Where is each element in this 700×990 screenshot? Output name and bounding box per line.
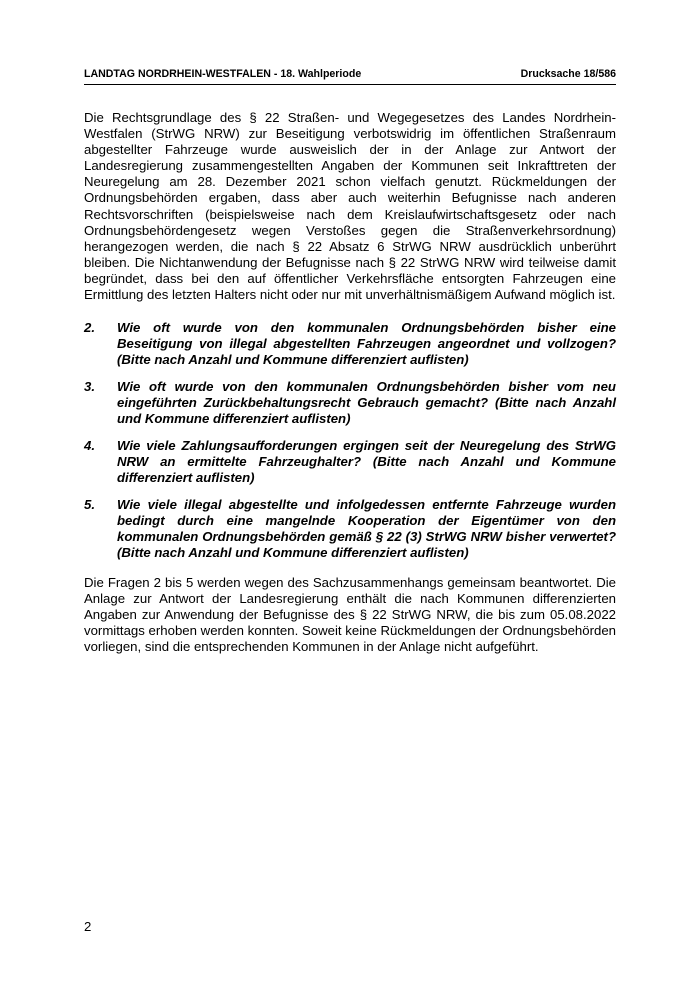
question-number: 2. — [84, 320, 95, 335]
page-number: 2 — [84, 919, 92, 934]
question-text: Wie viele illegal abgestellte und infolgedessen entfernte Fahrzeuge wurden bedingt durch eine mangelnde Kooperation der Eigentümer von den kommunalen Ordnungsbehörden gemäß § 22 (3) StrWG NRW bisher verwertet? (Bitte nach Anzahl und Kommune differenziert auflisten) — [117, 497, 616, 561]
page-header — [84, 66, 616, 85]
question-text: Wie oft wurde von den kommunalen Ordnungsbehörden bisher vom neu eingeführten Zurückbehaltungsrecht Gebrauch gemacht? (Bitte nach Anzahl und Kommune differenziert auflisten) — [117, 379, 616, 427]
question-number: 5. — [84, 497, 95, 512]
question-text: Wie viele Zahlungsaufforderungen ergingen seit der Neuregelung des StrWG NRW an ermittelte Fahrzeughalter? (Bitte nach Anzahl und Kommune differenziert auflisten) — [117, 438, 616, 486]
question-number: 3. — [84, 379, 95, 394]
body-paragraph-legal-basis: Die Rechtsgrundlage des § 22 Straßen- und Wegegesetzes des Landes Nordrhein-Westfalen (StrWG NRW) zur Beseitigung verbotswidrig im öffentlichen Straßenraum abgestellter Fahrzeuge wurde ausweislich der in der Anlage zur Antwort der Landesregierung zusammengestellten Angaben der Kommunen seit Inkrafttreten der Neuregelung am 28. Dezember 2021 schon vielfach genutzt. Rückmeldungen der Ordnungsbehörden ergaben, dass aber auch weiterhin Befugnisse nach anderen Rechtsvorschriften (beispielsweise nach dem Kreislaufwirtschaftsgesetz oder nach Ordnungsbehördengesetz wegen Verstoßes gegen die Straßenverkehrsordnung) herangezogen werden, die nach § 22 Absatz 6 StrWG NRW ausdrücklich unberührt bleiben. Die Nichtanwendung der Befugnisse nach § 22 StrWG NRW wird teilweise damit begründet, dass bei den auf öffentlicher Verkehrsfläche entsorgten Fahrzeugen eine Ermittlung des letzten Halters nicht oder nur mit unverhältnismäßigem Aufwand möglich ist. — [84, 110, 616, 303]
header-parliament-title: LANDTAG NORDRHEIN-WESTFALEN - 18. Wahlperiode — [84, 68, 362, 80]
body-paragraph-answer: Die Fragen 2 bis 5 werden wegen des Sachzusammenhangs gemeinsam beantwortet. Die Anlage zur Antwort der Landesregierung enthält die nach Kommunen differenzierten Angaben zur Anwendung der Befugnisse des § 22 StrWG NRW, die bis zum 05.08.2022 vormittags erhoben werden konnten. Soweit keine Rückmeldungen der Ordnungsbehörden vorliegen, sind die entsprechenden Kommunen in der Anlage nicht aufgeführt. — [84, 575, 616, 655]
question-number: 4. — [84, 438, 95, 453]
question-text: Wie oft wurde von den kommunalen Ordnungsbehörden bisher eine Beseitigung von illegal abgestellten Fahrzeugen angeordnet und vollzogen? (Bitte nach Anzahl und Kommune differenziert auflisten) — [117, 320, 616, 368]
header-document-number: Drucksache 18/586 — [520, 68, 616, 80]
